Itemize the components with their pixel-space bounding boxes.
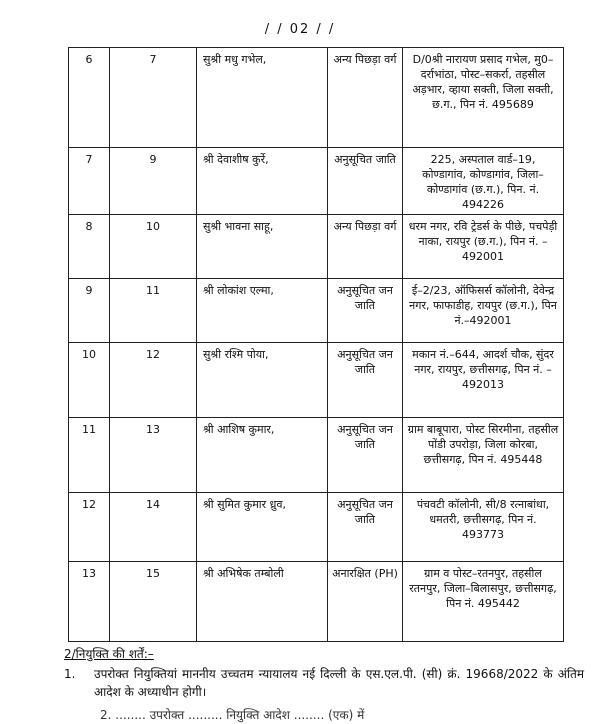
address-cell: मकान नं.–644, आदर्श चौक, सुंदर नगर, रायपुर, छत्तीसगढ़, पिन नं. –492013 — [403, 343, 564, 418]
serial-number-cell: 9 — [69, 279, 110, 343]
address-cell: ग्राम व पोस्ट–रतनपुर, तहसील रतनपुर, जिला–बिलासपुर, छत्तीसगढ़, पिन नं. 495442 — [403, 562, 564, 642]
serial-number-cell: 12 — [69, 493, 110, 562]
category-cell: अनुसूचित जन जाति — [328, 493, 403, 562]
serial-number-cell: 11 — [69, 418, 110, 493]
address-cell: D/0श्री नारायण प्रसाद गभेल, मु0–दर्राभांठा, पोस्ट–सकर्रा, तहसील अड़भार, व्हाया सक्ती, जिला सक्ती, छ.ग., पिन नं. 495689 — [403, 48, 564, 148]
merit-number-cell: 13 — [110, 418, 197, 493]
page-number: / / 02 / / — [264, 22, 336, 37]
candidate-name-cell: श्री अभिषेक तम्बोली — [197, 562, 328, 642]
merit-number-cell: 15 — [110, 562, 197, 642]
serial-number-cell: 10 — [69, 343, 110, 418]
category-cell: अनारक्षित (PH) — [328, 562, 403, 642]
candidate-name-cell: श्री लोकांश एल्मा, — [197, 279, 328, 343]
category-cell: अन्य पिछड़ा वर्ग — [328, 215, 403, 279]
category-cell: अनुसूचित जन जाति — [328, 343, 403, 418]
merit-number-cell: 11 — [110, 279, 197, 343]
table-row — [69, 418, 564, 493]
table-row — [69, 343, 564, 418]
serial-number-cell: 8 — [69, 215, 110, 279]
merit-number-cell: 9 — [110, 148, 197, 215]
category-cell: अनुसूचित जन जाति — [328, 279, 403, 343]
serial-number-cell: 6 — [69, 48, 110, 148]
candidate-name-cell: श्री सुमित कुमार ध्रुव, — [197, 493, 328, 562]
merit-number-cell: 12 — [110, 343, 197, 418]
candidate-name-cell: सुश्री रश्मि पोया, — [197, 343, 328, 418]
condition-text: उपरोक्त नियुक्तियां माननीय उच्चतम न्यायालय नई दिल्ली के एस.एल.पी. (सी) क्रं. 19668/2022 के अंतिम आदेश के अध्याधीन होगी। — [94, 667, 584, 699]
address-cell: ग्राम बाबूपारा, पोस्ट सिरमीना, तहसील पोंडी उपरोड़ा, जिला कोरबा, छत्तीसगढ़, पिन नं. 495448 — [403, 418, 564, 493]
serial-number-cell: 7 — [69, 148, 110, 215]
candidate-name-cell: श्री देवाशीष कुर्रे, — [197, 148, 328, 215]
table-row — [69, 493, 564, 562]
serial-number-cell: 13 — [69, 562, 110, 642]
condition-number: 1. — [64, 667, 76, 681]
merit-number-cell: 7 — [110, 48, 197, 148]
appointment-table — [68, 47, 564, 642]
cut-off-text-line: 2. ........ उपरोक्त ......... नियुक्ति आदेश ........ (एक) में — [100, 708, 365, 722]
table-row — [69, 215, 564, 279]
merit-number-cell: 14 — [110, 493, 197, 562]
category-cell: अनुसूचित जाति — [328, 148, 403, 215]
address-cell: ई–2/23, ऑफिसर्स कॉलोनी, देवेन्द्र नगर, फाफाडीह, रायपुर (छ.ग.), पिन नं.–492001 — [403, 279, 564, 343]
address-cell: 225, अस्पताल वार्ड–19, कोण्डागांव, कोण्डागांव, जिला–कोण्डागांव (छ.ग.), पिन. नं. 494226 — [403, 148, 564, 215]
table-row — [69, 562, 564, 642]
address-cell: धरम नगर, रवि ट्रेडर्स के पीछे, पचपेड़ी नाका, रायपुर (छ.ग.), पिन नं. –492001 — [403, 215, 564, 279]
table-row — [69, 279, 564, 343]
table-row — [69, 48, 564, 148]
candidate-name-cell: सुश्री भावना साहू, — [197, 215, 328, 279]
table-row — [69, 148, 564, 215]
category-cell: अनुसूचित जन जाति — [328, 418, 403, 493]
conditions-heading: 2/नियुक्ति की शर्तें:– — [64, 647, 154, 661]
candidate-name-cell: सुश्री मधु गभेल, — [197, 48, 328, 148]
conditions-section — [64, 645, 584, 701]
merit-number-cell: 10 — [110, 215, 197, 279]
candidate-name-cell: श्री आशिष कुमार, — [197, 418, 328, 493]
category-cell: अन्य पिछड़ा वर्ग — [328, 48, 403, 148]
address-cell: पंचवटी कॉलोनी, सी/8 रत्नाबांधा, धमतरी, छत्तीसगढ़, पिन नं. 493773 — [403, 493, 564, 562]
condition-item — [64, 665, 584, 701]
